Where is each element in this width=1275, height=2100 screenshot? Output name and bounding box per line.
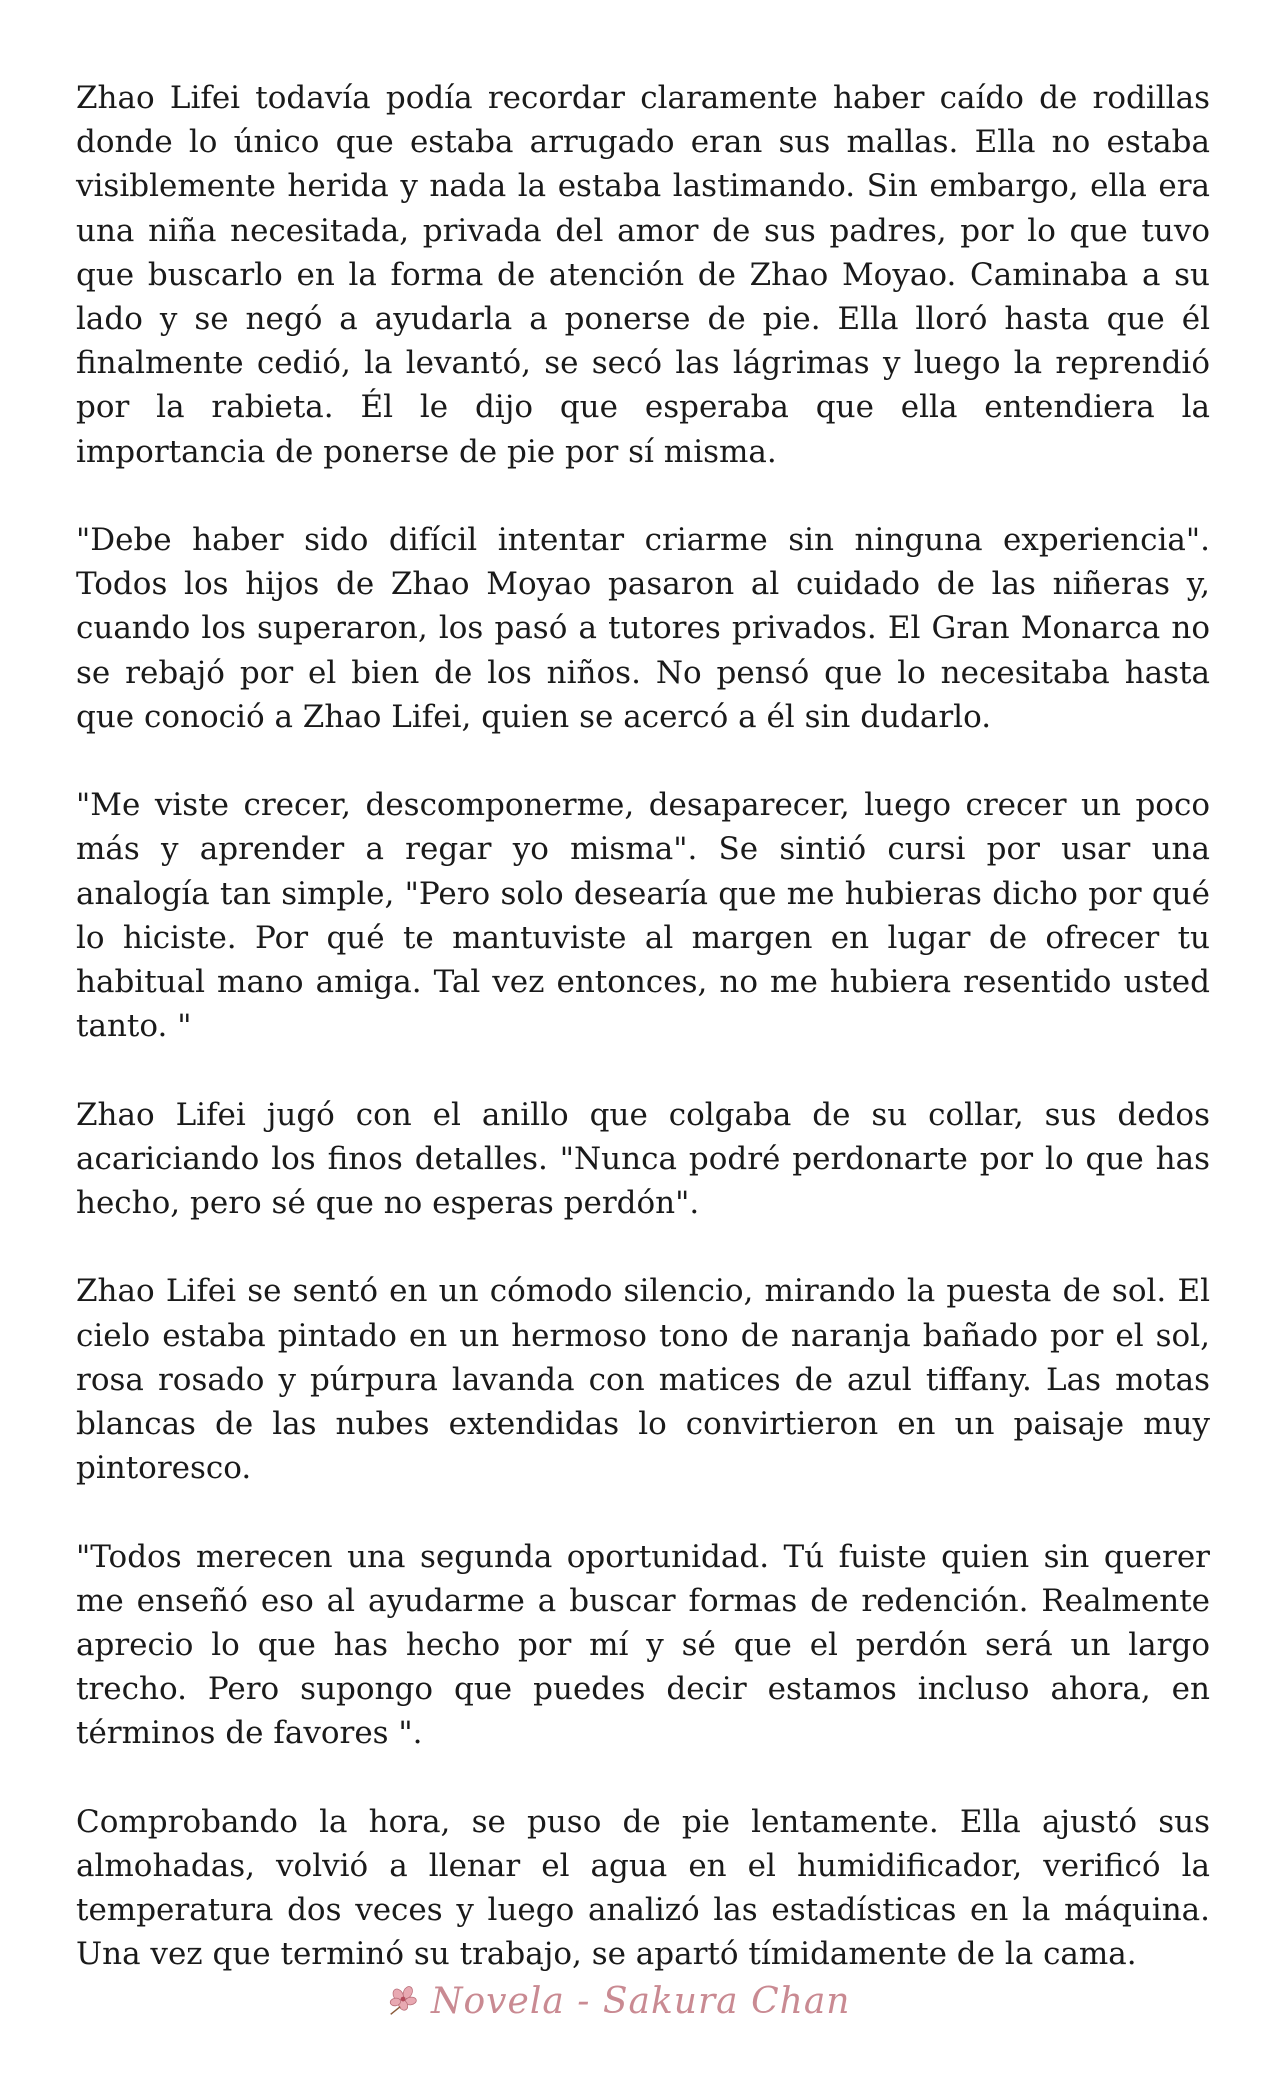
sakura-flower-icon bbox=[385, 1982, 423, 2020]
story-text bbox=[76, 76, 1210, 2021]
watermark bbox=[385, 1976, 850, 2026]
paragraph-7: Comprobando la hora, se puso de pie lentamente. Ella ajustó sus almohadas, volvió a llenar el agua en el humidificador, verificó la temperatura dos veces y luego analizó las estadísticas en la máquina. Una vez que terminó su trabajo, se apartó tímidamente de la cama. bbox=[76, 1803, 1210, 1973]
paragraph-1: Zhao Lifei todavía podía recordar claramente haber caído de rodillas donde lo único que estaba arrugado eran sus mallas. Ella no estaba visiblemente herida y nada la estaba lastimando. Sin embargo, ella era una niña necesitada, privada del amor de sus padres, por lo que tuvo que buscarlo en la forma de atención de Zhao Moyao. Caminaba a su lado y se negó a ayudarla a ponerse de pie. Ella lloró hasta que él finalmente cedió, la levantó, se secó las lágrimas y luego la reprendió por la rabieta. Él le dijo que esperaba que ella entendiera la importancia de ponerse de pie por sí misma. bbox=[76, 80, 1210, 470]
watermark-text: Novela - Sakura Chan bbox=[431, 1980, 851, 2022]
paragraph-5: Zhao Lifei se sentó en un cómodo silencio, mirando la puesta de sol. El cielo estaba pintado en un hermoso tono de naranja bañado por el sol, rosa rosado y púrpura lavanda con matices de azul tiffany. Las motas blancas de las nubes extendidas lo convirtieron en un paisaje muy pintoresco. bbox=[76, 1273, 1210, 1487]
paragraph-2: "Debe haber sido difícil intentar criarme sin ninguna experiencia". Todos los hijos de Zhao Moyao pasaron al cuidado de las niñeras y, cuando los superaron, los pasó a tutores privados. El Gran Monarca no se rebajó por el bien de los niños. No pensó que lo necesitaba hasta que conoció a Zhao Lifei, quien se acercó a él sin dudarlo. bbox=[76, 522, 1210, 735]
paragraph-3: "Me viste crecer, descomponerme, desaparecer, luego crecer un poco más y aprender a regar yo misma". Se sintió cursi por usar una analogía tan simple, "Pero solo desearía que me hubieras dicho por qué lo hiciste. Por qué te mantuviste al margen en lugar de ofrecer tu habitual mano amiga. Tal vez entonces, no me hubiera resentido usted tanto. " bbox=[76, 787, 1210, 1045]
paragraph-6: "Todos merecen una segunda oportunidad. Tú fuiste quien sin querer me enseñó eso al ayudarme a buscar formas de redención. Realmente aprecio lo que has hecho por mí y sé que el perdón será un largo trecho. Pero supongo que puedes decir estamos incluso ahora, en términos de favores ". bbox=[76, 1538, 1210, 1752]
paragraph-4: Zhao Lifei jugó con el anillo que colgaba de su collar, sus dedos acariciando los finos detalles. "Nunca podré perdonarte por lo que has hecho, pero sé que no esperas perdón". bbox=[76, 1096, 1210, 1222]
